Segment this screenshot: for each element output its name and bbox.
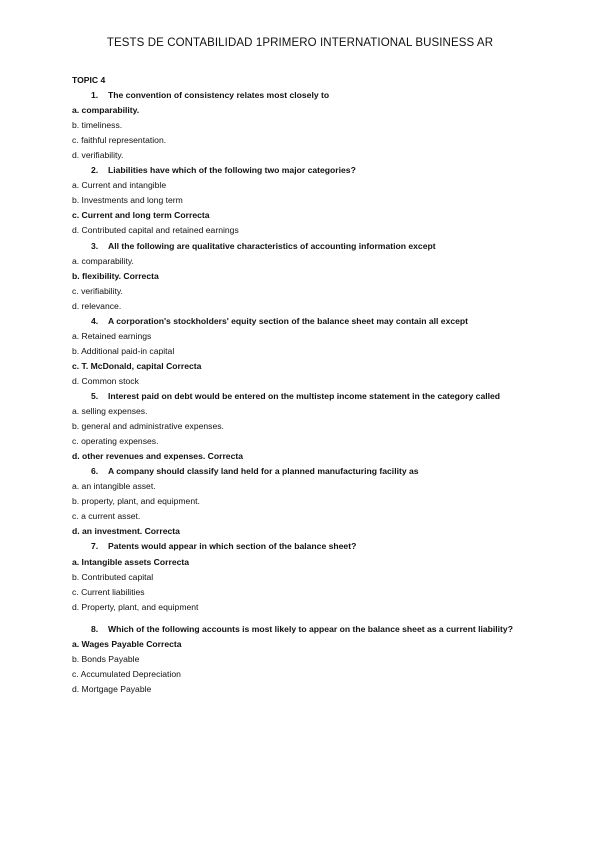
answer-option: b. Investments and long term <box>72 195 183 206</box>
answer-option-correct: c. Current and long term Correcta <box>72 210 210 221</box>
question-number: 6. <box>91 466 99 477</box>
answer-option: c. Current liabilities <box>72 586 145 597</box>
answer-option: b. property, plant, and equipment. <box>72 496 200 507</box>
answer-option: c. faithful representation. <box>72 135 167 146</box>
answer-option: c. a current asset. <box>72 511 141 522</box>
question-list <box>72 88 542 697</box>
document-header: TESTS DE CONTABILIDAD 1PRIMERO INTERNATIONAL BUSINESS AR <box>106 37 494 49</box>
question-number: 4. <box>91 315 99 326</box>
blank-line <box>72 615 542 622</box>
answer-option: b. Contributed capital <box>72 571 154 582</box>
answer-option: b. general and administrative expenses. <box>72 421 224 432</box>
answer-option: d. relevance. <box>72 300 122 311</box>
answer-option-correct: d. other revenues and expenses. Correcta <box>72 451 243 462</box>
question-text: Which of the following accounts is most likely to appear on the balance sheet as a current liability? <box>108 623 513 634</box>
answer-option: a. Current and intangible <box>72 180 167 191</box>
question-text: The convention of consistency relates most closely to <box>108 90 330 101</box>
question-number: 2. <box>91 165 99 176</box>
question-7 <box>72 539 542 554</box>
question-text: Interest paid on debt would be entered on the multistep income statement in the category called <box>108 390 501 401</box>
answer-option-correct: d. an investment. Correcta <box>72 526 180 537</box>
question-number: 7. <box>91 541 99 552</box>
answer-option: a. comparability. <box>72 255 134 266</box>
answer-option: c. operating expenses. <box>72 436 159 447</box>
document-body <box>72 73 542 697</box>
answer-option-correct: a. comparability. <box>72 105 140 116</box>
answer-option: a. Retained earnings <box>72 330 152 341</box>
answer-option-correct: c. T. McDonald, capital Correcta <box>72 360 202 371</box>
question-text: A company should classify land held for a planned manufacturing facility as <box>108 466 419 477</box>
answer-option: d. Mortgage Payable <box>72 683 152 694</box>
question-text: Patents would appear in which section of the balance sheet? <box>108 541 357 552</box>
answer-option: a. an intangible asset. <box>72 481 156 492</box>
answer-option-correct: a. Intangible assets Correcta <box>72 556 190 567</box>
topic-heading: TOPIC 4 <box>72 75 106 85</box>
question-number: 3. <box>91 240 99 251</box>
question-2 <box>72 163 542 178</box>
question-number: 5. <box>91 390 99 401</box>
answer-option: d. Contributed capital and retained earnings <box>72 225 239 236</box>
question-3 <box>72 239 542 254</box>
question-1 <box>72 88 542 103</box>
question-number: 1. <box>91 90 99 101</box>
answer-option: a. selling expenses. <box>72 406 148 417</box>
question-6 <box>72 464 542 479</box>
answer-option: d. verifiability. <box>72 150 124 161</box>
answer-option: d. Property, plant, and equipment <box>72 601 199 612</box>
answer-option-correct: b. flexibility. Correcta <box>72 270 159 281</box>
question-number: 8. <box>91 623 99 634</box>
question-text: Liabilities have which of the following two major categories? <box>108 165 356 176</box>
question-text: All the following are qualitative characteristics of accounting information except <box>108 240 436 251</box>
answer-option: b. Bonds Payable <box>72 653 140 664</box>
question-text: A corporation's stockholders' equity section of the balance sheet may contain all except <box>108 315 469 326</box>
question-4 <box>72 314 542 329</box>
answer-option: d. Common stock <box>72 375 139 386</box>
answer-option: c. Accumulated Depreciation <box>72 668 181 679</box>
answer-option: b. timeliness. <box>72 120 123 131</box>
answer-option: c. verifiability. <box>72 285 123 296</box>
question-5 <box>72 389 542 404</box>
answer-option: b. Additional paid-in capital <box>72 345 175 356</box>
answer-option-correct: a. Wages Payable Correcta <box>72 638 182 649</box>
question-8 <box>72 622 542 637</box>
